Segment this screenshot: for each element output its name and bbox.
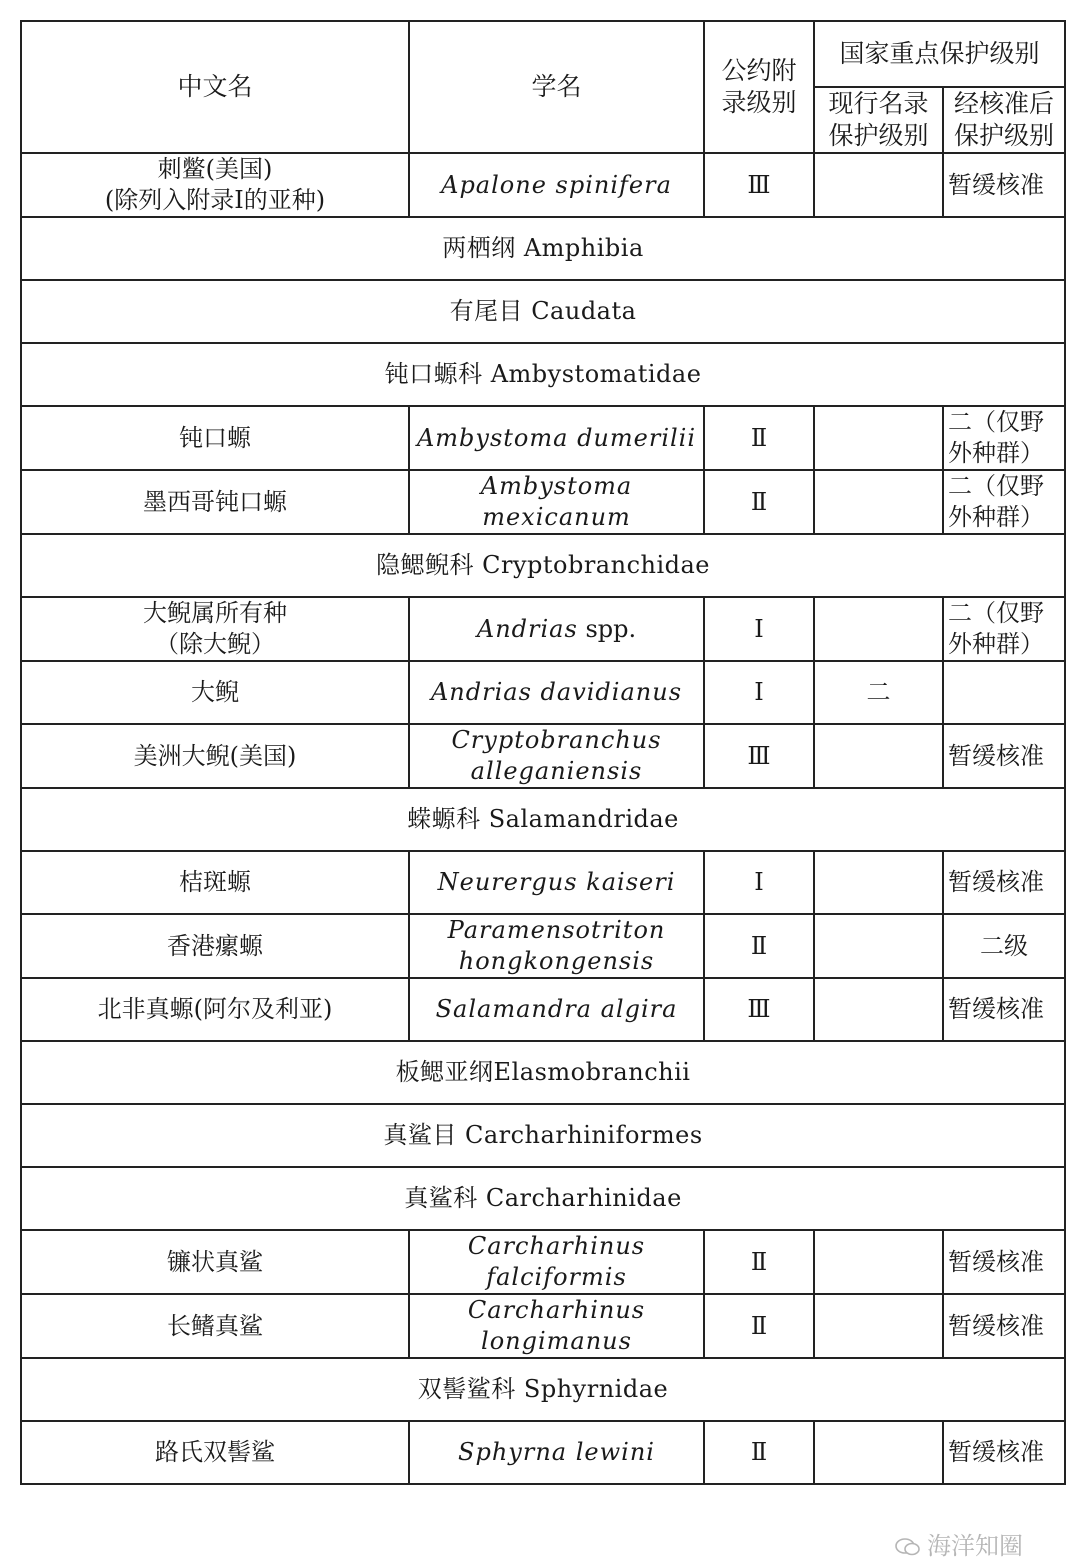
- scientific-name: Salamandra algira: [435, 995, 678, 1023]
- section-row: [21, 1167, 1065, 1230]
- section-row: [21, 1104, 1065, 1167]
- appendix-cell: Ⅲ: [704, 978, 814, 1041]
- scientific-name: Andrias: [476, 614, 578, 643]
- header-chinese-name: 中文名: [21, 21, 409, 153]
- scientific-name-cell: [409, 978, 704, 1041]
- watermark: [895, 1526, 1023, 1561]
- approved-level-cell: 二（仅野 外种群）: [943, 406, 1065, 470]
- appendix-cell: Ⅱ: [704, 914, 814, 978]
- current-level-cell: [814, 470, 943, 534]
- species-row: [21, 1421, 1065, 1484]
- scientific-name: Apalone spinifera: [441, 170, 672, 199]
- appendix-cell: Ⅲ: [704, 724, 814, 788]
- scientific-name: Andrias davidianus: [430, 678, 683, 706]
- appendix-cell: Ⅱ: [704, 1421, 814, 1484]
- approved-level-cell: 暂缓核准: [943, 1294, 1065, 1358]
- chinese-name-cell: 大鲵: [21, 661, 409, 724]
- section-title: 蝾螈科 Salamandridae: [21, 788, 1065, 851]
- scientific-name-cell: [409, 1230, 704, 1294]
- scientific-name-cell: [409, 1421, 704, 1484]
- scientific-name-cell: [409, 1294, 704, 1358]
- section-row: [21, 217, 1065, 280]
- section-row: [21, 788, 1065, 851]
- scientific-name-cell: [409, 470, 704, 534]
- section-row: [21, 534, 1065, 597]
- chinese-name-cell: 北非真螈(阿尔及利亚): [21, 978, 409, 1041]
- appendix-cell: Ⅱ: [704, 1230, 814, 1294]
- chinese-name-cell: 大鲵属所有种 （除大鲵）: [21, 597, 409, 661]
- wechat-icon: [895, 1538, 921, 1556]
- scientific-name-cell: [409, 597, 704, 661]
- current-level-cell: [814, 914, 943, 978]
- chinese-name-cell: 钝口螈: [21, 406, 409, 470]
- scientific-name-cell: [409, 851, 704, 914]
- scientific-name: Cryptobranchus alleganiensis: [451, 726, 662, 785]
- scientific-name-cell: [409, 914, 704, 978]
- species-row: [21, 1230, 1065, 1294]
- table-body: [21, 153, 1065, 1484]
- header-scientific-name: 学名: [409, 21, 704, 153]
- appendix-cell: Ⅱ: [704, 470, 814, 534]
- approved-level-cell: [943, 661, 1065, 724]
- chinese-name-cell: 长鳍真鲨: [21, 1294, 409, 1358]
- appendix-cell: Ⅱ: [704, 1294, 814, 1358]
- section-title: 真鲨目 Carcharhiniformes: [21, 1104, 1065, 1167]
- chinese-name-cell: 刺鳖(美国) (除列入附录Ⅰ的亚种): [21, 153, 409, 217]
- section-title: 隐鳃鲵科 Cryptobranchidae: [21, 534, 1065, 597]
- chinese-name-cell: 桔斑螈: [21, 851, 409, 914]
- scientific-name: Ambystoma mexicanum: [480, 472, 633, 531]
- appendix-cell: Ⅱ: [704, 406, 814, 470]
- approved-level-cell: 暂缓核准: [943, 1230, 1065, 1294]
- current-level-cell: [814, 1294, 943, 1358]
- species-row: [21, 406, 1065, 470]
- species-row: [21, 978, 1065, 1041]
- section-row: [21, 280, 1065, 343]
- approved-level-cell: 二（仅野 外种群）: [943, 470, 1065, 534]
- scientific-name: Paramensotriton hongkongensis: [447, 916, 666, 975]
- approved-level-cell: 二级: [943, 914, 1065, 978]
- chinese-name-cell: 墨西哥钝口螈: [21, 470, 409, 534]
- scientific-name: Carcharhinus longimanus: [467, 1296, 646, 1355]
- section-title: 真鲨科 Carcharhinidae: [21, 1167, 1065, 1230]
- scientific-name: Neurergus kaiseri: [437, 868, 676, 896]
- species-row: [21, 914, 1065, 978]
- current-level-cell: [814, 851, 943, 914]
- scientific-name-suffix: spp.: [577, 614, 637, 643]
- section-title: 有尾目 Caudata: [21, 280, 1065, 343]
- species-row: [21, 851, 1065, 914]
- approved-level-cell: 暂缓核准: [943, 851, 1065, 914]
- scientific-name-cell: [409, 153, 704, 217]
- header-national-level: 国家重点保护级别: [814, 21, 1065, 87]
- scientific-name-cell: [409, 406, 704, 470]
- current-level-cell: [814, 597, 943, 661]
- approved-level-cell: 暂缓核准: [943, 978, 1065, 1041]
- species-row: [21, 724, 1065, 788]
- approved-level-cell: 二（仅野 外种群）: [943, 597, 1065, 661]
- current-level-cell: [814, 406, 943, 470]
- section-title: 双髻鲨科 Sphyrnidae: [21, 1358, 1065, 1421]
- species-row: [21, 153, 1065, 217]
- scientific-name-cell: [409, 724, 704, 788]
- species-row: [21, 470, 1065, 534]
- appendix-cell: Ⅲ: [704, 153, 814, 217]
- chinese-name-cell: 香港瘰螈: [21, 914, 409, 978]
- species-row: [21, 597, 1065, 661]
- header-current-level: 现行名录 保护级别: [814, 87, 943, 153]
- chinese-name-cell: 镰状真鲨: [21, 1230, 409, 1294]
- approved-level-cell: 暂缓核准: [943, 1421, 1065, 1484]
- current-level-cell: [814, 978, 943, 1041]
- current-level-cell: [814, 153, 943, 217]
- watermark-text: 海洋知圈: [927, 1532, 1023, 1560]
- current-level-cell: [814, 1230, 943, 1294]
- appendix-cell: Ⅰ: [704, 851, 814, 914]
- scientific-name: Carcharhinus falciformis: [467, 1232, 646, 1291]
- approved-level-cell: 暂缓核准: [943, 153, 1065, 217]
- chinese-name-cell: 美洲大鲵(美国): [21, 724, 409, 788]
- header-approved-level: 经核准后 保护级别: [943, 87, 1065, 153]
- species-table: [20, 20, 1066, 1485]
- scientific-name: Ambystoma dumerilii: [416, 423, 697, 452]
- section-row: [21, 1041, 1065, 1104]
- section-title: 板鳃亚纲Elasmobranchii: [21, 1041, 1065, 1104]
- header-cites-appendix: 公约附 录级别: [704, 21, 814, 153]
- approved-level-cell: 暂缓核准: [943, 724, 1065, 788]
- appendix-cell: Ⅰ: [704, 597, 814, 661]
- section-row: [21, 343, 1065, 406]
- species-row: [21, 1294, 1065, 1358]
- section-row: [21, 1358, 1065, 1421]
- current-level-cell: 二: [814, 661, 943, 724]
- current-level-cell: [814, 1421, 943, 1484]
- current-level-cell: [814, 724, 943, 788]
- species-row: [21, 661, 1065, 724]
- section-title: 两栖纲 Amphibia: [21, 217, 1065, 280]
- chinese-name-cell: 路氏双髻鲨: [21, 1421, 409, 1484]
- appendix-cell: Ⅰ: [704, 661, 814, 724]
- scientific-name: Sphyrna lewini: [458, 1438, 655, 1466]
- scientific-name-cell: [409, 661, 704, 724]
- section-title: 钝口螈科 Ambystomatidae: [21, 343, 1065, 406]
